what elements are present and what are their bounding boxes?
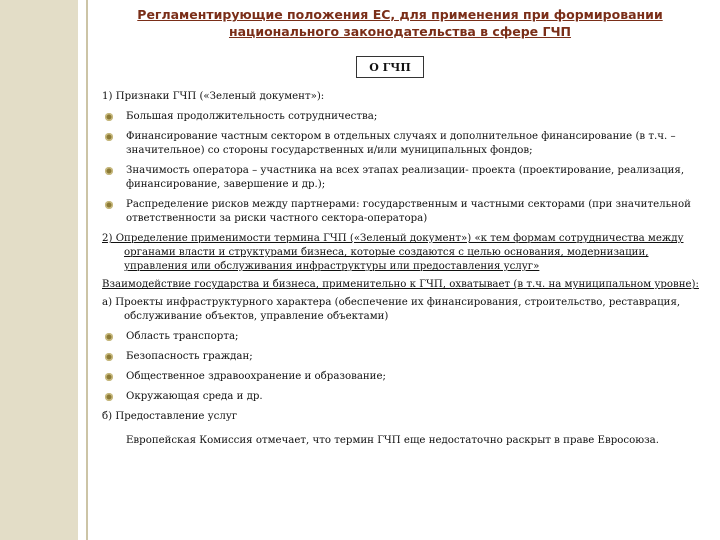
bullet-item (102, 198, 702, 226)
bullet-item (102, 164, 702, 192)
bullet-icon (105, 167, 113, 175)
bullet-item (102, 330, 702, 344)
section2-heading: 2) Определение применимости термина ГЧП («Зеленый документ») «к тем формам сотрудничества между органами власти и структурами бизнеса, которые создаются с целью основания, модернизации, управления или обслуживания инфраструктуры или предоставления услуг» (102, 233, 684, 272)
item-a: а) Проекты инфраструктурного характера (обеспечение их финансирования, строительство, реставрация, обслуживание объектов, управление объектами) (102, 297, 681, 322)
bullet-item (102, 350, 702, 364)
slide-content (102, 90, 702, 448)
section-box-label: О ГЧП (356, 56, 424, 78)
bullet-text: Общественное здравоохранение и образование; (126, 371, 386, 382)
left-decorative-band (0, 0, 78, 540)
bullet-icon (105, 201, 113, 209)
bullet-icon (105, 353, 113, 361)
bullet-item (102, 370, 702, 384)
bullet-icon (105, 393, 113, 401)
left-decorative-rule (86, 0, 88, 540)
bullet-item (102, 390, 702, 404)
bullet-icon (105, 133, 113, 141)
bullet-text: Большая продолжительность сотрудничества; (126, 111, 378, 122)
interaction-statement: Взаимодействие государства и бизнеса, применительно к ГЧП, охватывает (в т.ч. на муниципальном уровне): (102, 279, 699, 290)
bullet-icon (105, 373, 113, 381)
bullet-text: Значимость оператора – участника на всех этапах реализации- проекта (проектирование, реализация, финансирование, завершение и др.); (126, 165, 685, 190)
bullet-text: Распределение рисков между партнерами: государственным и частными секторами (при значительной ответственности за риски частного сектора-оператора) (126, 199, 691, 224)
item-b: б) Предоставление услуг (102, 411, 238, 422)
slide-title: Регламентирующие положения ЕС, для применения при формировании национального законодательства в сфере ГЧП (137, 7, 663, 39)
bullet-item (102, 110, 702, 124)
bullet-text: Безопасность граждан; (126, 351, 253, 362)
section2-bullet-list (102, 330, 702, 404)
section1-heading: 1) Признаки ГЧП («Зеленый документ»): (102, 91, 325, 102)
commission-note: Европейская Комиссия отмечает, что термин ГЧП еще недостаточно раскрыт в праве Евросоюза. (126, 435, 659, 446)
bullet-text: Область транспорта; (126, 331, 239, 342)
bullet-item (102, 130, 702, 158)
bullet-icon (105, 333, 113, 341)
bullet-text: Финансирование частным сектором в отдельных случаях и дополнительное финансирование (в т.ч. – значительное) со стороны государственных и/или муниципальных фондов; (126, 131, 676, 156)
bullet-icon (105, 113, 113, 121)
section1-bullet-list (102, 110, 702, 226)
bullet-text: Окружающая среда и др. (126, 391, 263, 402)
